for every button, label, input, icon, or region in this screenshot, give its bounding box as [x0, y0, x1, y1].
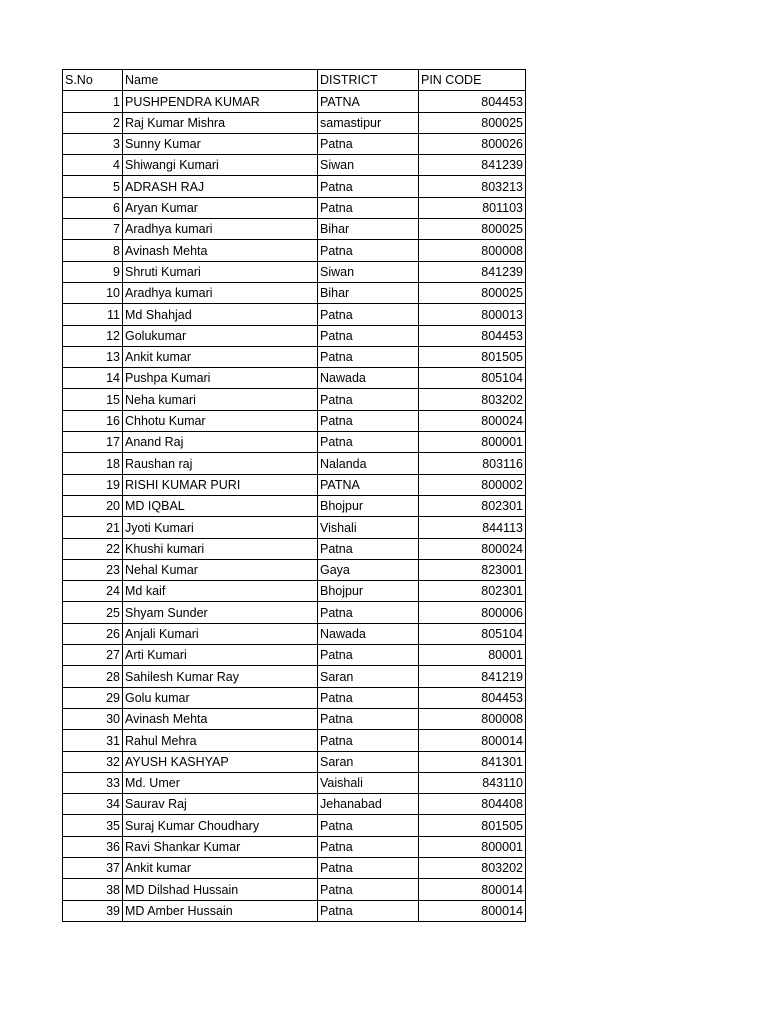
table-row [63, 879, 526, 900]
name-cell: Shyam Sunder [123, 602, 318, 623]
pin-code-cell: 841239 [419, 261, 526, 282]
district-cell: Patna [318, 176, 419, 197]
table-row [63, 219, 526, 240]
district-cell: Patna [318, 836, 419, 857]
serial-number-cell: 36 [63, 836, 123, 857]
pin-code-cell: 801103 [419, 197, 526, 218]
pin-code-cell: 841219 [419, 666, 526, 687]
pin-code-cell: 800025 [419, 219, 526, 240]
student-table-container [62, 69, 526, 922]
name-cell: Aradhya kumari [123, 282, 318, 303]
district-cell: Siwan [318, 261, 419, 282]
pin-code-cell: 804453 [419, 687, 526, 708]
district-cell: Vaishali [318, 772, 419, 793]
serial-number-cell: 11 [63, 304, 123, 325]
name-cell: Neha kumari [123, 389, 318, 410]
serial-number-cell: 4 [63, 155, 123, 176]
name-cell: AYUSH KASHYAP [123, 751, 318, 772]
table-row [63, 240, 526, 261]
district-cell: Patna [318, 197, 419, 218]
pin-code-cell: 800024 [419, 538, 526, 559]
district-cell: Patna [318, 687, 419, 708]
district-cell: Patna [318, 389, 419, 410]
pin-code-cell: 800014 [419, 900, 526, 921]
serial-number-cell: 2 [63, 112, 123, 133]
table-row [63, 346, 526, 367]
district-cell: Patna [318, 410, 419, 431]
serial-number-cell: 6 [63, 197, 123, 218]
name-cell: Chhotu Kumar [123, 410, 318, 431]
table-row [63, 453, 526, 474]
name-cell: RISHI KUMAR PURI [123, 474, 318, 495]
table-row [63, 155, 526, 176]
district-cell: Patna [318, 346, 419, 367]
name-cell: ADRASH RAJ [123, 176, 318, 197]
name-cell: Khushi kumari [123, 538, 318, 559]
name-cell: Golu kumar [123, 687, 318, 708]
district-cell: Patna [318, 879, 419, 900]
district-cell: Patna [318, 815, 419, 836]
serial-number-cell: 23 [63, 559, 123, 580]
name-cell: Shiwangi Kumari [123, 155, 318, 176]
name-cell: Golukumar [123, 325, 318, 346]
table-row [63, 495, 526, 516]
district-cell: Bhojpur [318, 581, 419, 602]
pin-code-cell: 80001 [419, 645, 526, 666]
district-cell: Patna [318, 240, 419, 261]
table-row [63, 623, 526, 644]
name-cell: Saurav Raj [123, 794, 318, 815]
table-row [63, 261, 526, 282]
serial-number-cell: 35 [63, 815, 123, 836]
serial-number-cell: 8 [63, 240, 123, 261]
district-cell: Patna [318, 708, 419, 729]
table-body [63, 70, 526, 922]
name-cell: MD Dilshad Hussain [123, 879, 318, 900]
student-table [62, 69, 526, 922]
district-cell: Patna [318, 304, 419, 325]
name-cell: Arti Kumari [123, 645, 318, 666]
pin-code-cell: 804453 [419, 325, 526, 346]
pin-code-cell: 805104 [419, 368, 526, 389]
table-row [63, 857, 526, 878]
table-row [63, 772, 526, 793]
serial-number-cell: 39 [63, 900, 123, 921]
district-cell: Nalanda [318, 453, 419, 474]
name-cell: PUSHPENDRA KUMAR [123, 91, 318, 112]
name-cell: Md Shahjad [123, 304, 318, 325]
district-cell: Patna [318, 432, 419, 453]
serial-number-cell: 38 [63, 879, 123, 900]
pin-code-cell: 802301 [419, 495, 526, 516]
pin-code-cell: 800014 [419, 879, 526, 900]
serial-number-cell: 16 [63, 410, 123, 431]
pin-code-cell: 800002 [419, 474, 526, 495]
name-cell: Anand Raj [123, 432, 318, 453]
table-row [63, 389, 526, 410]
pin-code-cell: 804453 [419, 91, 526, 112]
table-row [63, 836, 526, 857]
district-cell: Patna [318, 730, 419, 751]
pin-code-cell: 800014 [419, 730, 526, 751]
name-cell: Nehal Kumar [123, 559, 318, 580]
serial-number-cell: 30 [63, 708, 123, 729]
name-cell: Sahilesh Kumar Ray [123, 666, 318, 687]
name-cell: Ankit kumar [123, 857, 318, 878]
pin-code-cell: 841239 [419, 155, 526, 176]
name-cell: Avinash Mehta [123, 240, 318, 261]
pin-code-cell: 800025 [419, 282, 526, 303]
pin-code-cell: 800025 [419, 112, 526, 133]
serial-number-cell: 17 [63, 432, 123, 453]
serial-number-cell: 34 [63, 794, 123, 815]
name-cell: Pushpa Kumari [123, 368, 318, 389]
pin-code-cell: 800008 [419, 708, 526, 729]
serial-number-cell: 31 [63, 730, 123, 751]
table-row [63, 687, 526, 708]
serial-number-cell: 29 [63, 687, 123, 708]
district-cell: Siwan [318, 155, 419, 176]
name-cell: Aradhya kumari [123, 219, 318, 240]
name-cell: Anjali Kumari [123, 623, 318, 644]
pin-code-cell: 803116 [419, 453, 526, 474]
district-cell: Nawada [318, 623, 419, 644]
name-cell: MD IQBAL [123, 495, 318, 516]
table-row [63, 794, 526, 815]
table-row [63, 645, 526, 666]
pin-code-cell: 802301 [419, 581, 526, 602]
table-row [63, 730, 526, 751]
serial-number-cell: 1 [63, 91, 123, 112]
pin-code-cell: 800001 [419, 836, 526, 857]
name-cell: MD Amber Hussain [123, 900, 318, 921]
pin-code-cell: 844113 [419, 517, 526, 538]
district-cell: Patna [318, 538, 419, 559]
table-row [63, 559, 526, 580]
district-cell: Jehanabad [318, 794, 419, 815]
table-row [63, 666, 526, 687]
table-row [63, 176, 526, 197]
serial-number-cell: 3 [63, 133, 123, 154]
serial-number-cell: 10 [63, 282, 123, 303]
pin-code-cell: 841301 [419, 751, 526, 772]
name-cell: Raj Kumar Mishra [123, 112, 318, 133]
name-cell: Raushan raj [123, 453, 318, 474]
name-cell: Rahul Mehra [123, 730, 318, 751]
header-name: Name [123, 70, 318, 91]
pin-code-cell: 800024 [419, 410, 526, 431]
table-row [63, 133, 526, 154]
serial-number-cell: 5 [63, 176, 123, 197]
name-cell: Ravi Shankar Kumar [123, 836, 318, 857]
serial-number-cell: 24 [63, 581, 123, 602]
table-row [63, 751, 526, 772]
table-row [63, 602, 526, 623]
serial-number-cell: 12 [63, 325, 123, 346]
table-row [63, 581, 526, 602]
pin-code-cell: 800001 [419, 432, 526, 453]
district-cell: Bihar [318, 282, 419, 303]
pin-code-cell: 800008 [419, 240, 526, 261]
serial-number-cell: 26 [63, 623, 123, 644]
serial-number-cell: 25 [63, 602, 123, 623]
name-cell: Ankit kumar [123, 346, 318, 367]
serial-number-cell: 28 [63, 666, 123, 687]
serial-number-cell: 9 [63, 261, 123, 282]
table-row [63, 282, 526, 303]
table-row [63, 197, 526, 218]
serial-number-cell: 13 [63, 346, 123, 367]
table-row [63, 91, 526, 112]
district-cell: PATNA [318, 91, 419, 112]
pin-code-cell: 805104 [419, 623, 526, 644]
table-row [63, 517, 526, 538]
table-row [63, 900, 526, 921]
district-cell: Bhojpur [318, 495, 419, 516]
table-row [63, 304, 526, 325]
serial-number-cell: 22 [63, 538, 123, 559]
table-row [63, 368, 526, 389]
table-row [63, 815, 526, 836]
district-cell: Saran [318, 666, 419, 687]
district-cell: Gaya [318, 559, 419, 580]
name-cell: Shruti Kumari [123, 261, 318, 282]
pin-code-cell: 801505 [419, 346, 526, 367]
serial-number-cell: 7 [63, 219, 123, 240]
serial-number-cell: 27 [63, 645, 123, 666]
pin-code-cell: 801505 [419, 815, 526, 836]
table-row [63, 325, 526, 346]
header-pin-code: PIN CODE [419, 70, 526, 91]
pin-code-cell: 800006 [419, 602, 526, 623]
name-cell: Suraj Kumar Choudhary [123, 815, 318, 836]
district-cell: Patna [318, 602, 419, 623]
name-cell: Aryan Kumar [123, 197, 318, 218]
district-cell: Patna [318, 325, 419, 346]
district-cell: Patna [318, 133, 419, 154]
district-cell: Vishali [318, 517, 419, 538]
name-cell: Jyoti Kumari [123, 517, 318, 538]
serial-number-cell: 37 [63, 857, 123, 878]
serial-number-cell: 14 [63, 368, 123, 389]
pin-code-cell: 803202 [419, 857, 526, 878]
serial-number-cell: 32 [63, 751, 123, 772]
table-row [63, 410, 526, 431]
serial-number-cell: 21 [63, 517, 123, 538]
table-row [63, 112, 526, 133]
name-cell: Avinash Mehta [123, 708, 318, 729]
header-sno: S.No [63, 70, 123, 91]
pin-code-cell: 803202 [419, 389, 526, 410]
pin-code-cell: 800026 [419, 133, 526, 154]
name-cell: Md. Umer [123, 772, 318, 793]
table-row [63, 432, 526, 453]
district-cell: Saran [318, 751, 419, 772]
serial-number-cell: 19 [63, 474, 123, 495]
pin-code-cell: 804408 [419, 794, 526, 815]
pin-code-cell: 800013 [419, 304, 526, 325]
district-cell: Patna [318, 857, 419, 878]
name-cell: Md kaif [123, 581, 318, 602]
pin-code-cell: 843110 [419, 772, 526, 793]
table-row [63, 538, 526, 559]
serial-number-cell: 20 [63, 495, 123, 516]
table-row [63, 708, 526, 729]
serial-number-cell: 33 [63, 772, 123, 793]
district-cell: PATNA [318, 474, 419, 495]
header-district: DISTRICT [318, 70, 419, 91]
district-cell: Bihar [318, 219, 419, 240]
header-row [63, 70, 526, 91]
name-cell: Sunny Kumar [123, 133, 318, 154]
table-row [63, 474, 526, 495]
district-cell: Nawada [318, 368, 419, 389]
serial-number-cell: 15 [63, 389, 123, 410]
district-cell: samastipur [318, 112, 419, 133]
district-cell: Patna [318, 645, 419, 666]
pin-code-cell: 823001 [419, 559, 526, 580]
pin-code-cell: 803213 [419, 176, 526, 197]
serial-number-cell: 18 [63, 453, 123, 474]
district-cell: Patna [318, 900, 419, 921]
